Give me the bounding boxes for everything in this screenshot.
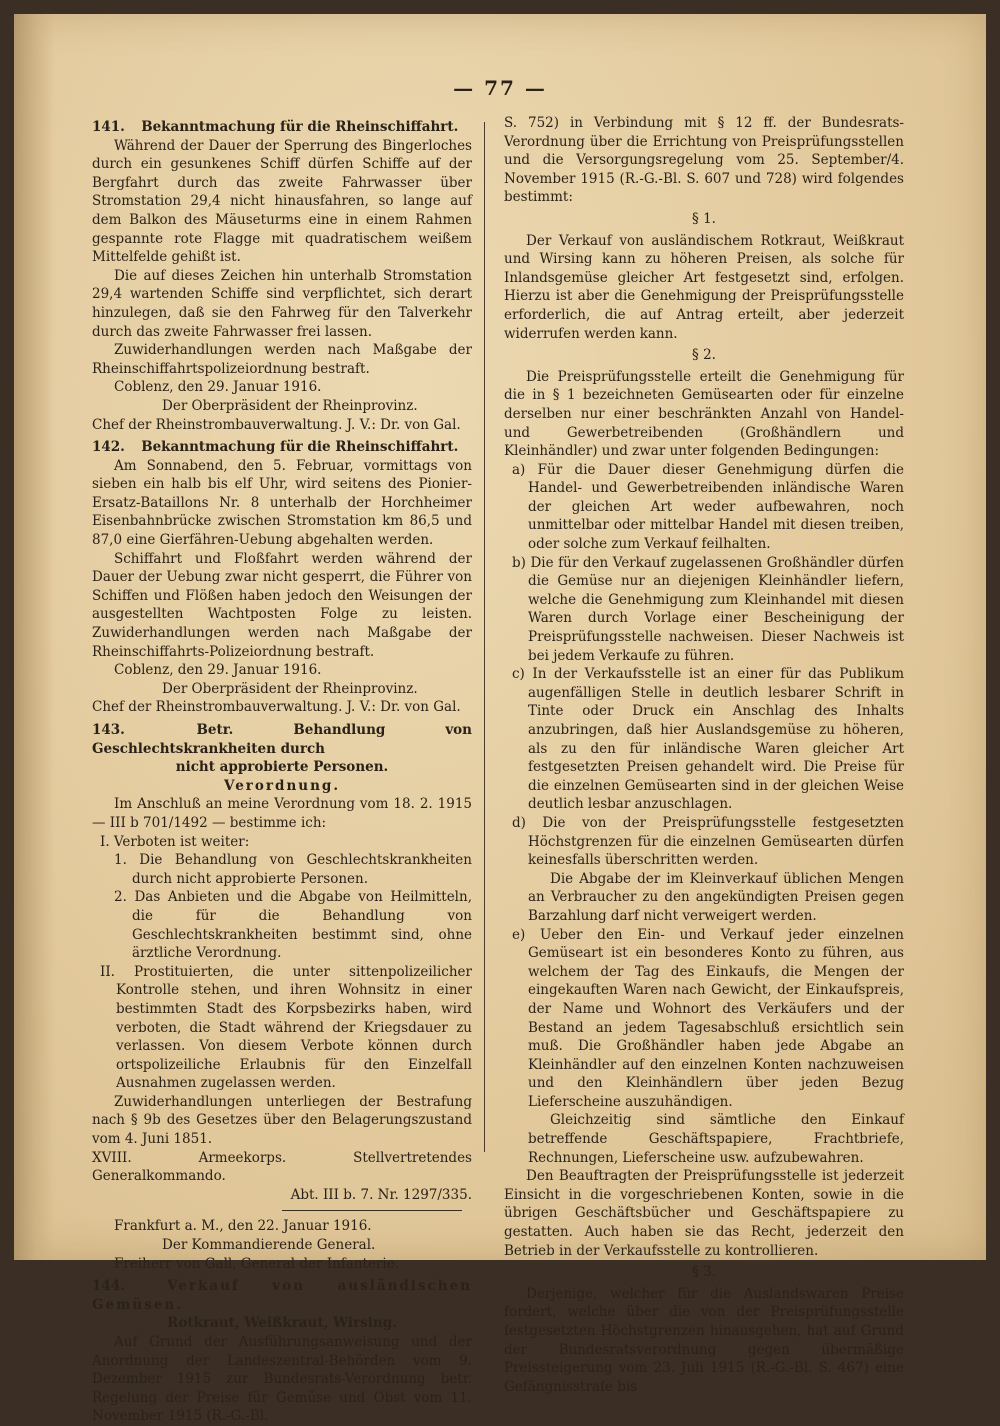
paragraph: Am Sonnabend, den 5. Februar, vormittags von sieben ein halb bis elf Uhr, wird seitens des Pionier-Ersatz-Bataillons Nr. 8 unterhalb der Horchheimer Eisenbahnbrücke zwischen Stromstation km 86,5 und 87,0 eine Gierfähren-Uebung abgehalten werden. [92,457,472,549]
column-divider [484,122,485,1152]
signature: Der Kommandierende General. [162,1237,376,1254]
list-item: d) Die von der Preisprüfungsstelle festgesetzten Höchstgrenzen für die einzelnen Gemüsearten dürfen keinesfalls überschritten werden. [512,814,904,869]
section-title: Betr. Behandlung von Geschlechtskrankheiten durch [92,722,473,757]
left-column [92,114,472,1426]
section-number: 143. [92,722,125,738]
corps-line: XVIII. Armeekorps. Stellvertretendes Generalkommando. [92,1149,472,1185]
section-142-heading [92,438,472,457]
section-number: 141. [92,119,125,135]
list-item: e) Ueber den Ein- und Verkauf jeder einzelnen Gemüseart ist ein besonderes Konto zu führen, aus welchem der Tag des Einkaufs, die Mengen der eingekauften Waren nach Gewicht, der Einkaufspreis, der Name und Wohnort des Verkäufers und der Bestand an jedem Tagesabschluß ersichtlich sein muß. Die Großhändler haben jede Abgabe an Kleinhändler auf den einzelnen Konten nachzuweisen und den Kleinhändlern über jeden Bezug Lieferscheine auszuhändigen. [512,926,904,1110]
reference-number: Abt. III b. 7. Nr. 1297/335. [290,1186,472,1203]
paragraph: Schiffahrt und Floßfahrt werden während der Dauer der Uebung zwar nicht gesperrt, die Führer von Schiffen und Flößen haben jedoch den Weisungen der ausgestellten Wachtposten Folge zu leisten. Zuwiderhandlungen werden nach Maßgabe der Rheinschiffahrts-Polizeiordnung bestraft. [92,550,472,660]
signature: Freiherr von Gall, General der Infanterie. [114,1255,399,1272]
section-144-heading [92,1277,472,1314]
section-143-heading [92,721,472,758]
paragraph-heading: § 2. [692,347,716,364]
paragraph: Derjenige, welcher für die Auslandswaren Preise fordert, welche über die von der Preisprüfungsstelle festgesetzten Höchstgrenzen hinausgehen, hat auf Grund der Bundesratsverordnung gegen übermäßige Preissteigerung vom 23. Juli 1915 (R.-G.-Bl. S. 467) eine Gefängnisstrafe bis [504,1285,904,1395]
section-subtitle: nicht approbierte Personen. [175,759,389,776]
list-item: II. Prostituierten, die unter sittenpolizeilicher Kontrolle stehen, und ihren Wohnsitz in einer bestimmten Stadt des Korpsbezirks haben, wird verboten, die Stadt während der Kriegsdauer zu verlassen. Von diesem Verbote können durch ortspolizeiliche Erlaubnis für den Einzelfall Ausnahmen zugelassen werden. [100,963,472,1092]
section-number: 144. [92,1278,125,1295]
paragraph: Die Preisprüfungsstelle erteilt die Genehmigung für die in § 1 bezeichneten Gemüsearten oder für einzelne derselben nur einer beschränkten Anzahl von Handel- und Gewerbetreibenden (Großhändlern und Kleinhändler) und zwar unter folgenden Bedingungen: [504,368,904,460]
list-item: 1. Die Behandlung von Geschlechtskrankheiten durch nicht approbierte Personen. [114,852,472,887]
paragraph-heading: § 1. [692,210,716,227]
paragraph-heading: § 3. [692,1264,716,1281]
list-item: b) Die für den Verkauf zugelassenen Großhändler dürfen die Gemüse nur an diejenigen Kleinhändler liefern, welche die Genehmigung zum Kleinhandel mit diesen Waren durch Vorlage einer Bescheinigung der Preisprüfungsstelle nachweisen. Dieser Nachweis ist bei jedem Verkaufe zu führen. [512,554,904,664]
paragraph: Den Beauftragten der Preisprüfungsstelle ist jederzeit Einsicht in die vorgeschriebenen Konten, sowie in die übrigen Geschäftsbücher und Geschäftspapiere zu gestatten. Auch haben sie das Recht, jederzeit den Betrieb in der Verkaufsstelle zu kontrollieren. [504,1168,904,1259]
paragraph: Der Verkauf von ausländischem Rotkraut, Weißkraut und Wirsing kann zu höheren Preisen, als solche für Inlandsgemüse gleicher Art festgesetzt sind, erfolgen. Hierzu ist aber die Genehmigung der Preisprüfungsstelle erforderlich, die auf Antrag erteilt, aber jederzeit widerrufen werden kann. [504,232,904,342]
paragraph: Zuwiderhandlungen unterliegen der Bestrafung nach § 9b des Gesetzes über den Belagerungszustand vom 4. Juni 1851. [92,1093,472,1148]
decree-label: Verordnung. [223,777,341,794]
paragraph: Die Abgabe der im Kleinverkauf üblichen Mengen an Verbraucher zu den angekündigten Preisen gegen Barzahlung darf nicht verweigert werden. [528,870,904,924]
section-subtitle: Rotkraut, Weißkraut, Wirsing. [167,1315,397,1332]
place-date: Coblenz, den 29. Januar 1916. [114,379,322,396]
paragraph: S. 752) in Verbindung mit § 12 ff. der Bundesrats-Verordnung über die Errichtung von Preisprüfungsstellen und die Versorgungsregelung vom 25. September/4. November 1915 (R.-G.-Bl. S. 607 und 728) wird folgendes bestimmt: [504,115,904,206]
paragraph: Im Anschluß an meine Verordnung vom 18. 2. 1915 — III b 701/1492 — bestimme ich: [92,796,472,831]
horizontal-rule [282,1210,462,1211]
section-141-heading [92,118,472,137]
right-column [504,114,904,1396]
paragraph: Auf Grund der Ausführungsanweisung und der Anordnung der Landeszentral-Behörden vom 9. Dezember 1915 zur Bundesrats-Verordnung betr. Regelung der Preise für Gemüse und Obst vom 11. November 1915 (R.-G.-Bl. [92,1334,472,1425]
signature: Chef der Rheinstrombauverwaltung. J. V.: Dr. von Gal. [92,699,461,716]
section-title: Verkauf von ausländischen Gemüsen. [92,1278,472,1313]
section-number: 142. [92,439,125,456]
list-item: c) In der Verkaufsstelle ist an einer für das Publikum augenfälligen Stelle in deutlich lesbarer Schrift in Tinte oder Druck ein Anschlag des Inhalts anzubringen, daß hier Auslandsgemüse zu höheren, als zu den für inländische Waren gleicher Art festgesetzten Preisen gehandelt wird. Die Preise für die einzelnen Gemüsearten sind in der gleichen Weise deutlich lesbar anzuschlagen. [512,666,904,813]
list-item: I. Verboten ist weiter: [100,833,250,850]
page-number: — 77 — [453,76,547,100]
signature: Der Oberpräsident der Rheinprovinz. [162,680,418,697]
signature: Der Oberpräsident der Rheinprovinz. [162,397,418,414]
list-item: a) Für die Dauer dieser Genehmigung dürfen die Handel- und Gewerbetreibenden inländische Waren der gleichen Art weder aufbewahren, noch unmittelbar oder mittelbar Handel mit diesen treiben, oder solche zum Verkauf feilhalten. [512,461,904,553]
paragraph: Zuwiderhandlungen werden nach Maßgabe der Rheinschiffahrtspolizeiordnung bestraft. [92,342,472,377]
list-item: 2. Das Anbieten und die Abgabe von Heilmitteln, die für die Behandlung von Geschlechtskrankheiten bestimmt sind, ohne ärztliche Verordnung. [114,889,472,962]
paragraph: Während der Dauer der Sperrung des Bingerloches durch ein gesunkenes Schiff dürfen Schiffe auf der Bergfahrt durch das zweite Fahrwasser über Stromstation 29,4 nicht hinausfahren, so lange auf dem Balkon des Mäuseturms eine in einem Rahmen gespannte rote Flagge mit quadratischem weißem Mittelfelde gehißt ist. [92,137,472,266]
page-binding-shadow [14,14,54,1260]
section-title: Bekanntmachung für die Rheinschiffahrt. [141,119,459,135]
signature: Chef der Rheinstrombauverwaltung. J. V.: Dr. von Gal. [92,416,461,433]
paragraph: Die auf dieses Zeichen hin unterhalb Stromstation 29,4 wartenden Schiffe sind verpflichtet, sich derart hinzulegen, daß sie den Fahrweg für den Talverkehr durch das zweite Fahrwasser frei lassen. [92,267,472,340]
place-date: Frankfurt a. M., den 22. Januar 1916. [114,1218,372,1235]
document-page [14,14,986,1425]
paragraph: Gleichzeitig sind sämtliche den Einkauf betreffende Geschäftspapiere, Frachtbriefe, Rechnungen, Lieferscheine usw. aufzubewahren. [528,1112,904,1166]
section-title: Bekanntmachung für die Rheinschiffahrt. [141,439,459,456]
place-date: Coblenz, den 29. Januar 1916. [114,662,322,679]
